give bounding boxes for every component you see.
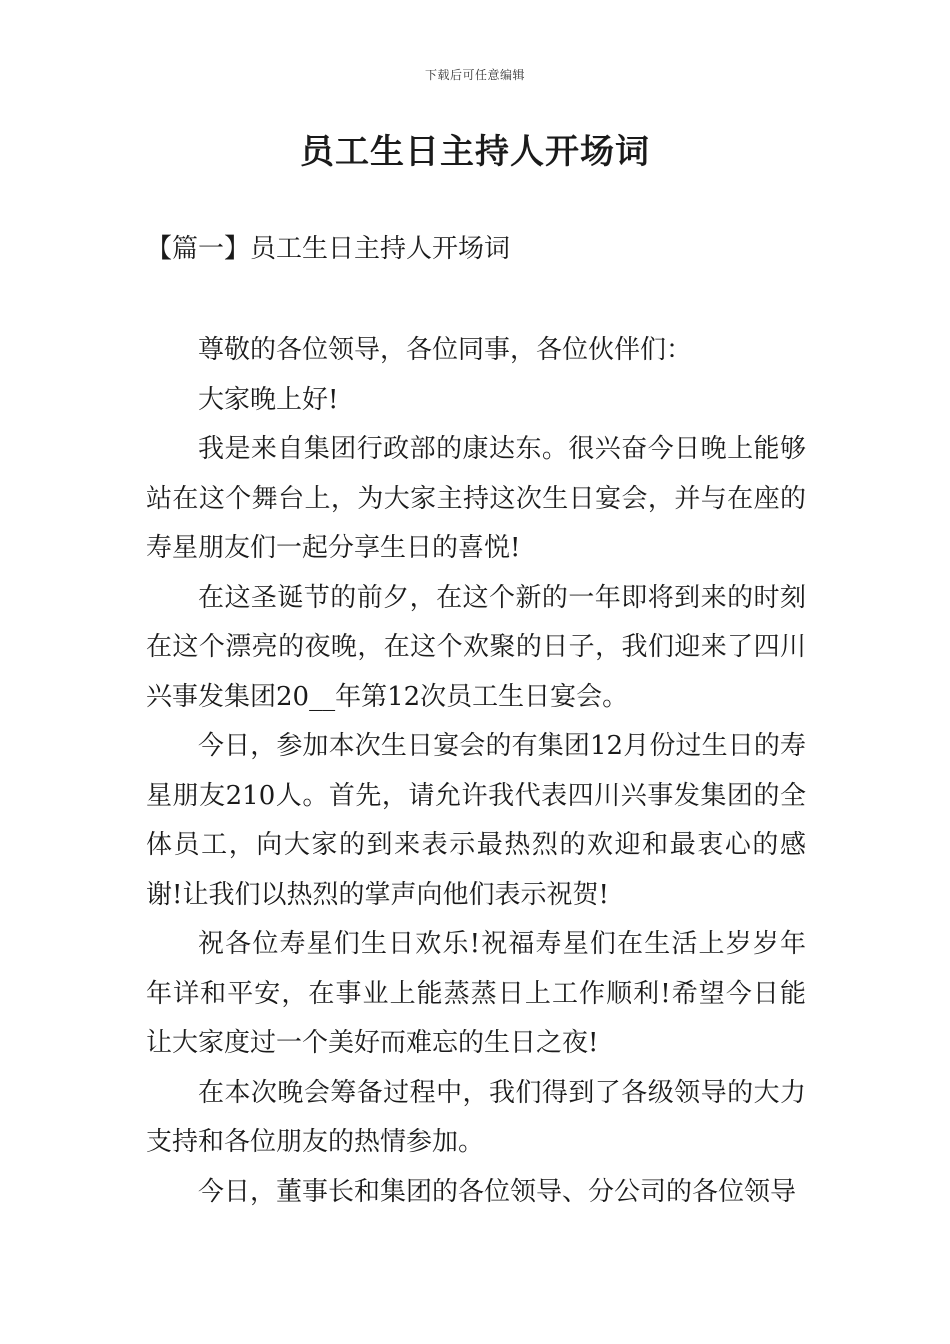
document-body	[146, 326, 806, 1217]
paragraph-greeting: 大家晚上好!	[198, 384, 339, 415]
paragraph-introduction: 我是来自集团行政部的康达东。很兴奋今日晚上能够站在这个舞台上，为大家主持这次生日宴会，并与在座的寿星朋友们一起分享生日的喜悦!	[146, 434, 806, 563]
paragraph-thanks: 在本次晚会筹备过程中，我们得到了各级领导的大力支持和各位朋友的热情参加。	[146, 1077, 806, 1157]
paragraph-welcome: 今日，参加本次生日宴会的有集团12月份过生日的寿星朋友210人。首先，请允许我代表四川兴事发集团的全体员工，向大家的到来表示最热烈的欢迎和最衷心的感谢!让我们以热烈的掌声向他们表示祝贺!	[146, 731, 806, 910]
page-header-note: 下载后可任意编辑	[424, 68, 525, 82]
paragraph-leaders: 今日，董事长和集团的各位领导、分公司的各位领导	[198, 1176, 797, 1207]
paragraph-salutation: 尊敬的各位领导，各位同事，各位伙伴们：	[198, 335, 693, 365]
paragraph-wishes: 祝各位寿星们生日欢乐!祝福寿星们在生活上岁岁年年详和平安，在事业上能蒸蒸日上工作顺利!希望今日能让大家度过一个美好而难忘的生日之夜!	[146, 929, 806, 1058]
document-title: 员工生日主持人开场词	[300, 132, 650, 172]
paragraph-occasion: 在这圣诞节的前夕，在这个新的一年即将到来的时刻在这个漂亮的夜晚，在这个欢聚的日子，我们迎来了四川兴事发集团20__年第12次员工生日宴会。	[146, 582, 806, 712]
section-heading: 【篇一】员工生日主持人开场词	[146, 234, 511, 264]
